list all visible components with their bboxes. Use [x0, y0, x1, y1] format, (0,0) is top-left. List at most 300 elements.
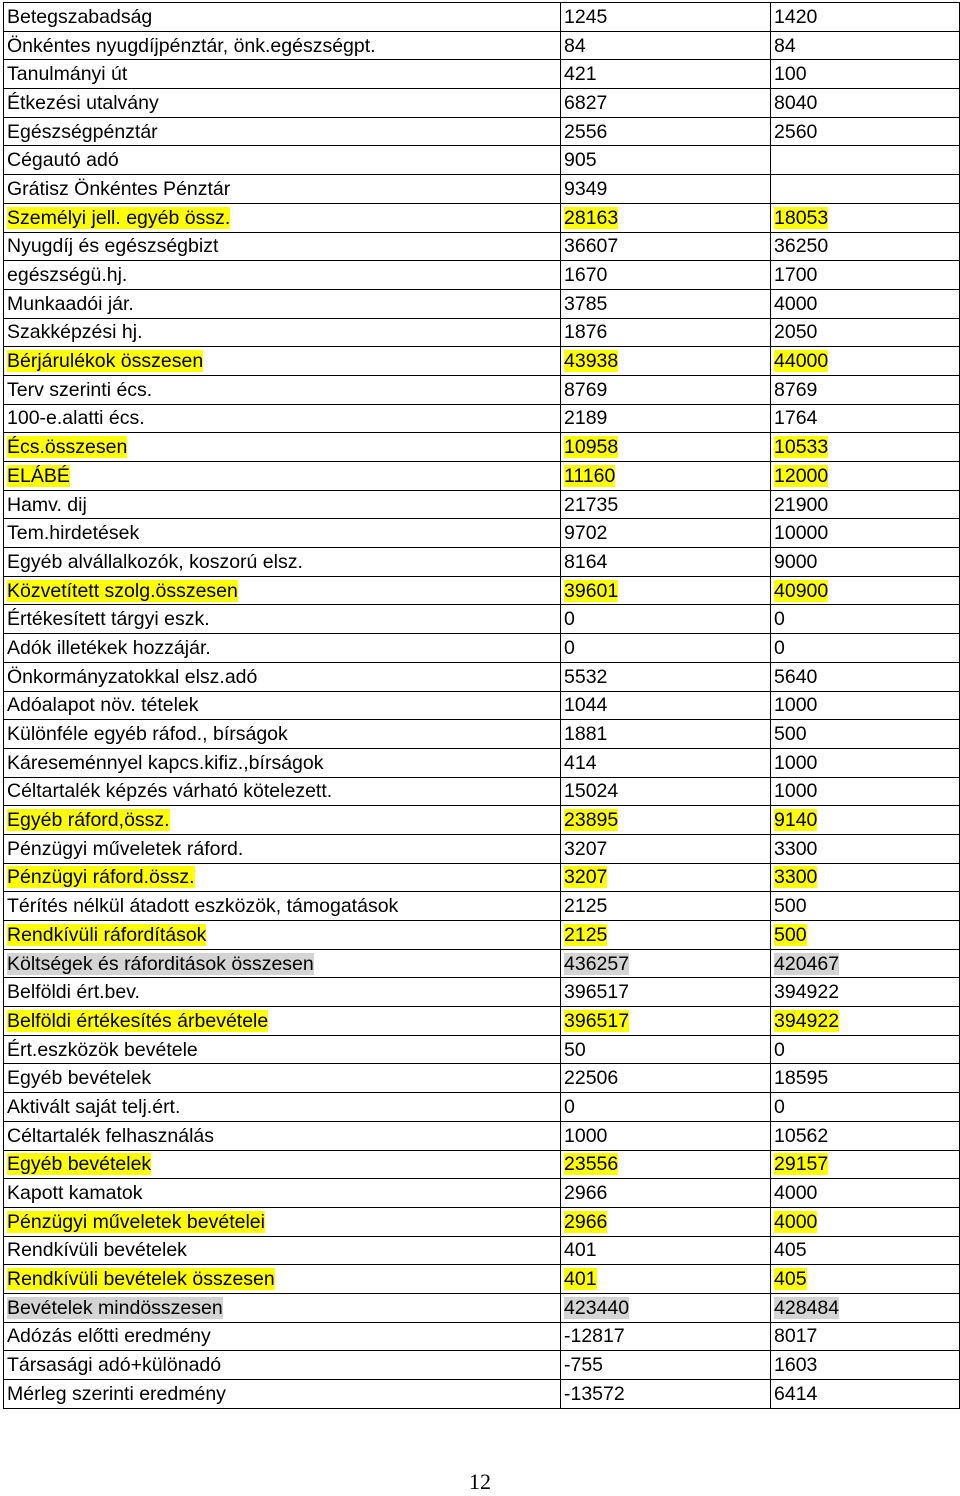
value-cell-2 [771, 1207, 960, 1236]
row-value: 11160 [564, 464, 616, 487]
value-cell-1 [561, 1035, 771, 1064]
value-cell-2 [771, 203, 960, 232]
value-cell-2 [771, 748, 960, 777]
value-cell-1 [561, 978, 771, 1007]
row-value: 18053 [774, 206, 829, 229]
value-cell-1 [561, 31, 771, 60]
row-value: 2966 [564, 1210, 608, 1233]
row-label: Térítés nélkül átadott eszközök, támogatások [7, 895, 399, 918]
row-label-cell [4, 806, 561, 835]
table-row [4, 1351, 960, 1380]
row-label-cell [4, 318, 561, 347]
value-cell-1 [561, 1236, 771, 1265]
row-value: 405 [774, 1268, 807, 1291]
row-label-cell [4, 261, 561, 290]
value-cell-2 [771, 433, 960, 462]
row-value: 401 [564, 1268, 597, 1291]
row-label: Költségek és ráforditások összesen [7, 952, 314, 975]
row-label-cell [4, 1351, 561, 1380]
value-cell-1 [561, 1121, 771, 1150]
value-cell-1 [561, 433, 771, 462]
row-label: Egyéb alvállalkozók, koszorú elsz. [7, 550, 303, 573]
row-label-cell [4, 1121, 561, 1150]
row-value: 6414 [774, 1382, 818, 1405]
table-row [4, 1293, 960, 1322]
value-cell-1 [561, 375, 771, 404]
financial-table [3, 2, 960, 1409]
value-cell-1 [561, 921, 771, 950]
table-row [4, 519, 960, 548]
row-value: 2189 [564, 407, 608, 430]
row-value: 500 [774, 923, 807, 946]
row-value: 0 [774, 1095, 785, 1118]
row-label-cell [4, 978, 561, 1007]
value-cell-2 [771, 232, 960, 261]
row-value: 100 [774, 63, 807, 86]
row-label-cell [4, 375, 561, 404]
row-label: Adózás előtti eredmény [7, 1325, 211, 1348]
row-value: 1670 [564, 264, 608, 287]
row-label-cell [4, 146, 561, 175]
row-value: 1603 [774, 1354, 818, 1377]
value-cell-2 [771, 60, 960, 89]
row-value: 905 [564, 149, 597, 172]
row-value: 0 [564, 608, 575, 631]
row-value: 10562 [774, 1124, 829, 1147]
value-cell-2 [771, 720, 960, 749]
value-cell-2 [771, 634, 960, 663]
row-label: Bevételek mindösszesen [7, 1296, 223, 1319]
row-value: 1700 [774, 264, 818, 287]
table-row [4, 1150, 960, 1179]
row-value: 3207 [564, 866, 608, 889]
row-label: Önkormányzatokkal elsz.adó [7, 665, 258, 688]
value-cell-1 [561, 1064, 771, 1093]
row-label-cell [4, 662, 561, 691]
value-cell-1 [561, 806, 771, 835]
table-row [4, 1179, 960, 1208]
row-label-cell [4, 576, 561, 605]
row-label-cell [4, 175, 561, 204]
value-cell-2 [771, 1150, 960, 1179]
row-value: 2556 [564, 120, 608, 143]
row-label: Céltartalék felhasználás [7, 1124, 215, 1147]
row-value: 4000 [774, 1182, 818, 1205]
row-label: Közvetített szolg.összesen [7, 579, 238, 602]
row-label-cell [4, 1035, 561, 1064]
value-cell-1 [561, 777, 771, 806]
value-cell-1 [561, 1293, 771, 1322]
row-label-cell [4, 921, 561, 950]
row-value: 15024 [564, 780, 619, 803]
row-value: 5532 [564, 665, 608, 688]
value-cell-2 [771, 863, 960, 892]
row-label-cell [4, 3, 561, 32]
table-row [4, 232, 960, 261]
row-label: Különféle egyéb ráfod., bírságok [7, 723, 288, 746]
row-label: Terv szerinti écs. [7, 378, 153, 401]
value-cell-1 [561, 203, 771, 232]
value-cell-1 [561, 634, 771, 663]
row-label: Önkéntes nyugdíjpénztár, önk.egészségpt. [7, 34, 376, 57]
row-value: 0 [774, 608, 785, 631]
table-row [4, 462, 960, 491]
table-row [4, 892, 960, 921]
row-label: Személyi jell. egyéb össz. [7, 206, 231, 229]
row-value: 2560 [774, 120, 818, 143]
value-cell-2 [771, 117, 960, 146]
table-row [4, 433, 960, 462]
value-cell-1 [561, 347, 771, 376]
row-label: ELÁBÉ [7, 464, 70, 487]
row-label-cell [4, 490, 561, 519]
value-cell-2 [771, 1236, 960, 1265]
value-cell-1 [561, 1150, 771, 1179]
row-label-cell [4, 777, 561, 806]
row-value: 10958 [564, 436, 619, 459]
value-cell-2 [771, 289, 960, 318]
value-cell-1 [561, 404, 771, 433]
table-row [4, 748, 960, 777]
table-row [4, 1035, 960, 1064]
table-row [4, 146, 960, 175]
value-cell-2 [771, 1121, 960, 1150]
value-cell-2 [771, 691, 960, 720]
value-cell-2 [771, 576, 960, 605]
value-cell-1 [561, 289, 771, 318]
value-cell-2 [771, 3, 960, 32]
table-row [4, 117, 960, 146]
row-value: 39601 [564, 579, 619, 602]
value-cell-1 [561, 146, 771, 175]
row-label-cell [4, 31, 561, 60]
value-cell-1 [561, 261, 771, 290]
value-cell-1 [561, 605, 771, 634]
value-cell-2 [771, 1351, 960, 1380]
row-value: 12000 [774, 464, 829, 487]
row-value: 84 [564, 34, 586, 57]
value-cell-2 [771, 347, 960, 376]
row-label-cell [4, 691, 561, 720]
table-row [4, 662, 960, 691]
row-value: 1420 [774, 5, 818, 28]
row-label: Pénzügyi műveletek ráford. [7, 837, 244, 860]
value-cell-1 [561, 1179, 771, 1208]
row-value: 3207 [564, 837, 608, 860]
table-row [4, 404, 960, 433]
value-cell-2 [771, 175, 960, 204]
row-label: Adók illetékek hozzájár. [7, 636, 211, 659]
table-row [4, 777, 960, 806]
row-label: Egészségpénztár [7, 120, 158, 143]
row-value: 8164 [564, 550, 608, 573]
value-cell-1 [561, 548, 771, 577]
value-cell-2 [771, 1064, 960, 1093]
row-value: 2125 [564, 923, 608, 946]
row-value: 0 [774, 1038, 785, 1061]
row-value: 8769 [564, 378, 608, 401]
row-value: 0 [564, 636, 575, 659]
row-label: Tanulmányi út [7, 63, 128, 86]
row-label-cell [4, 289, 561, 318]
table-row [4, 490, 960, 519]
table-row [4, 375, 960, 404]
row-label-cell [4, 89, 561, 118]
row-label: Egyéb bevételek [7, 1153, 152, 1176]
value-cell-1 [561, 318, 771, 347]
value-cell-2 [771, 318, 960, 347]
row-label-cell [4, 834, 561, 863]
table-row [4, 1064, 960, 1093]
value-cell-1 [561, 834, 771, 863]
value-cell-1 [561, 89, 771, 118]
value-cell-1 [561, 1093, 771, 1122]
value-cell-2 [771, 921, 960, 950]
table-row [4, 605, 960, 634]
value-cell-2 [771, 462, 960, 491]
row-value: -13572 [564, 1382, 625, 1405]
row-label: Hamv. dij [7, 493, 87, 516]
row-label-cell [4, 1150, 561, 1179]
value-cell-2 [771, 31, 960, 60]
table-row [4, 978, 960, 1007]
table-row [4, 691, 960, 720]
row-label: Bérjárulékok összesen [7, 350, 204, 373]
value-cell-2 [771, 1093, 960, 1122]
row-value: 22506 [564, 1067, 619, 1090]
row-value: 405 [774, 1239, 807, 1262]
row-value: -755 [564, 1354, 604, 1377]
value-cell-1 [561, 60, 771, 89]
row-value: 6827 [564, 91, 608, 114]
row-value: 4000 [774, 292, 818, 315]
value-cell-2 [771, 806, 960, 835]
row-label-cell [4, 1293, 561, 1322]
row-value: 10000 [774, 522, 829, 545]
value-cell-2 [771, 605, 960, 634]
row-label: Társasági adó+különadó [7, 1354, 222, 1377]
row-value: 401 [564, 1239, 597, 1262]
row-value: 8040 [774, 91, 818, 114]
row-value: 1000 [774, 751, 818, 774]
row-value: 2050 [774, 321, 818, 344]
row-value: 36607 [564, 235, 619, 258]
table-row [4, 1322, 960, 1351]
row-value: 28163 [564, 206, 619, 229]
row-label: 100-e.alatti écs. [7, 407, 145, 430]
row-value: 3785 [564, 292, 608, 315]
value-cell-1 [561, 691, 771, 720]
value-cell-2 [771, 261, 960, 290]
row-value: 3300 [774, 866, 818, 889]
row-label-cell [4, 347, 561, 376]
row-value: 428484 [774, 1296, 840, 1319]
row-value: 23556 [564, 1153, 619, 1176]
page-number: 12 [469, 1469, 491, 1494]
row-label-cell [4, 1093, 561, 1122]
row-value: 1764 [774, 407, 818, 430]
row-value: 420467 [774, 952, 840, 975]
value-cell-2 [771, 1179, 960, 1208]
row-label: Munkaadói jár. [7, 292, 134, 315]
row-label: Rendkívüli ráfordítások [7, 923, 207, 946]
value-cell-1 [561, 576, 771, 605]
row-label-cell [4, 720, 561, 749]
row-label: Értékesített tárgyi eszk. [7, 608, 210, 631]
value-cell-2 [771, 949, 960, 978]
table-row [4, 347, 960, 376]
row-label: Egyéb bevételek [7, 1067, 152, 1090]
row-value: 1000 [564, 1124, 608, 1147]
table-row [4, 1380, 960, 1409]
table-body [4, 3, 960, 1409]
table-row [4, 31, 960, 60]
row-label-cell [4, 1265, 561, 1294]
table-row [4, 175, 960, 204]
table-row [4, 1093, 960, 1122]
row-value: 8017 [774, 1325, 818, 1348]
row-label: Mérleg szerinti eredmény [7, 1382, 226, 1405]
row-label-cell [4, 232, 561, 261]
row-label-cell [4, 634, 561, 663]
row-value: 1876 [564, 321, 608, 344]
row-value: 29157 [774, 1153, 829, 1176]
row-label-cell [4, 60, 561, 89]
row-label: Tem.hirdetések [7, 522, 140, 545]
table-row [4, 60, 960, 89]
row-value: 394922 [774, 1009, 840, 1032]
value-cell-1 [561, 175, 771, 204]
value-cell-1 [561, 1380, 771, 1409]
value-cell-1 [561, 490, 771, 519]
row-label: Szakképzési hj. [7, 321, 143, 344]
row-label: Betegszabadság [7, 5, 153, 28]
row-label-cell [4, 519, 561, 548]
row-label: Pénzügyi műveletek bevételei [7, 1210, 265, 1233]
row-label-cell [4, 548, 561, 577]
row-value: 1044 [564, 694, 608, 717]
row-label-cell [4, 462, 561, 491]
table-row [4, 548, 960, 577]
table-row [4, 834, 960, 863]
row-label-cell [4, 404, 561, 433]
row-label-cell [4, 1007, 561, 1036]
row-label-cell [4, 748, 561, 777]
row-label: Étkezési utalvány [7, 91, 159, 114]
table-row [4, 1236, 960, 1265]
table-row [4, 949, 960, 978]
row-label-cell [4, 1236, 561, 1265]
row-value: 21900 [774, 493, 829, 516]
row-label-cell [4, 1207, 561, 1236]
row-label: Écs.összesen [7, 436, 128, 459]
row-value: 414 [564, 751, 597, 774]
row-label-cell [4, 1064, 561, 1093]
row-value: 18595 [774, 1067, 829, 1090]
table-row [4, 720, 960, 749]
row-label-cell [4, 949, 561, 978]
row-value: 1000 [774, 694, 818, 717]
value-cell-2 [771, 978, 960, 1007]
row-label-cell [4, 433, 561, 462]
row-label: Káreseménnyel kapcs.kifiz.,bírságok [7, 751, 324, 774]
value-cell-1 [561, 1207, 771, 1236]
value-cell-1 [561, 662, 771, 691]
value-cell-1 [561, 949, 771, 978]
row-label: Aktivált saját telj.ért. [7, 1095, 181, 1118]
table-row [4, 203, 960, 232]
value-cell-1 [561, 519, 771, 548]
table-row [4, 1007, 960, 1036]
row-value: 500 [774, 895, 807, 918]
value-cell-2 [771, 490, 960, 519]
row-label-cell [4, 203, 561, 232]
row-value: 9349 [564, 177, 608, 200]
row-value: 9702 [564, 522, 608, 545]
row-value: 4000 [774, 1210, 818, 1233]
row-value: 84 [774, 34, 796, 57]
table-row [4, 806, 960, 835]
table-row [4, 261, 960, 290]
table-row [4, 1207, 960, 1236]
row-label: Ért.eszközök bevétele [7, 1038, 198, 1061]
row-label: Adóalapot növ. tételek [7, 694, 199, 717]
table-row [4, 1265, 960, 1294]
value-cell-2 [771, 892, 960, 921]
row-value: 36250 [774, 235, 829, 258]
value-cell-2 [771, 1380, 960, 1409]
row-value: 423440 [564, 1296, 630, 1319]
row-value: 40900 [774, 579, 829, 602]
row-value: 0 [774, 636, 785, 659]
row-value: 421 [564, 63, 597, 86]
row-value: 2125 [564, 895, 608, 918]
row-value: -12817 [564, 1325, 625, 1348]
value-cell-2 [771, 777, 960, 806]
row-label-cell [4, 863, 561, 892]
value-cell-1 [561, 720, 771, 749]
value-cell-2 [771, 89, 960, 118]
row-label: Cégautó adó [7, 149, 119, 172]
row-label: Belföldi ért.bev. [7, 981, 140, 1004]
row-label: Egyéb ráford,össz. [7, 809, 170, 832]
row-value: 1881 [564, 723, 608, 746]
row-value: 394922 [774, 981, 840, 1004]
value-cell-1 [561, 3, 771, 32]
value-cell-2 [771, 146, 960, 175]
row-value: 9140 [774, 809, 818, 832]
row-label: Céltartalék képzés várható kötelezett. [7, 780, 333, 803]
row-value: 1245 [564, 5, 608, 28]
row-label-cell [4, 1179, 561, 1208]
value-cell-2 [771, 1007, 960, 1036]
value-cell-1 [561, 748, 771, 777]
row-value: 2966 [564, 1182, 608, 1205]
table-row [4, 863, 960, 892]
row-label: Rendkívüli bevételek [7, 1239, 187, 1262]
value-cell-1 [561, 863, 771, 892]
table-row [4, 634, 960, 663]
row-value: 44000 [774, 350, 829, 373]
row-label-cell [4, 892, 561, 921]
value-cell-1 [561, 892, 771, 921]
table-row [4, 318, 960, 347]
row-value: 396517 [564, 1009, 630, 1032]
row-label: egészségü.hj. [7, 264, 128, 287]
row-label-cell [4, 1322, 561, 1351]
row-label-cell [4, 117, 561, 146]
row-value: 396517 [564, 981, 630, 1004]
